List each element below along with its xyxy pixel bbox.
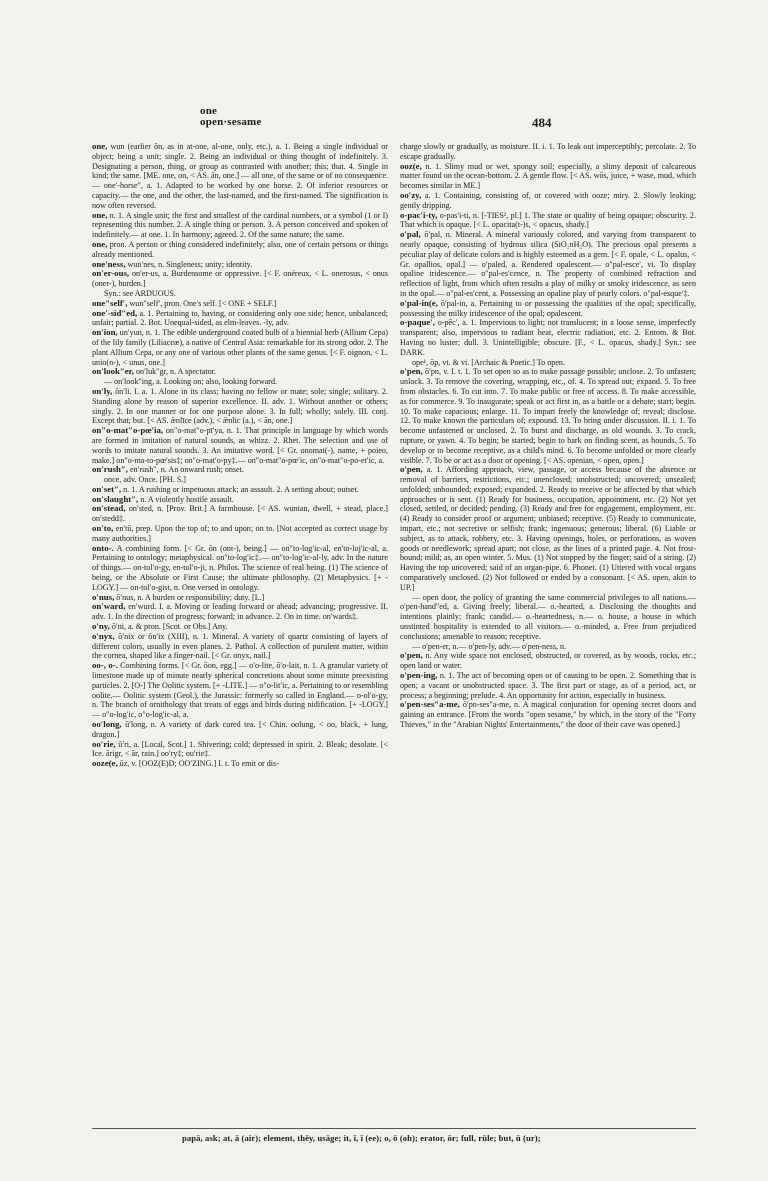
entry-headword: one′-sid″ed, [92, 307, 138, 318]
entry-definition: wun′nes, n. Singleness; unity; identity. [125, 259, 253, 269]
dictionary-entry [400, 671, 696, 700]
dictionary-entry [92, 309, 388, 329]
entry-definition: ō′pal, n. Mineral. A mineral variously colored, and varying from transparent to nearly opaque, consisting of hydrous silica (SiO₂nH₂O). The precious opal presents a peculiar play of delicate colors and is highly esteemed as a gem. [< F. opale, < L. opalus, < Gr. opallios, opal.] — o′paled, a. Rendered opalescent.— o″pal-esce′, vi. To display opaline iridescence.— o″pal-es′cence, n. The property of combined refraction and reflection of light, from which often results a play of milky or smoky iridescence, as seen in the opal.— o″pal-es′cent, a. Possessing an opaline play of pearly colors. o″pal-esque′‡. [400, 230, 696, 298]
entry-definition: a. 1. Containing, consisting of, or covered with ooze; miry. 2. Slowly leaking; gently dripping. [400, 190, 696, 210]
entry-definition: en′tū, prep. Upon the top of; to and upon; on to. [Not accepted as correct usage by many authorities.] [92, 524, 388, 543]
entry-definition: ō′nix or ōn′ix (XIII), n. 1. Mineral. A variety of quartz consisting of layers of different colors, usually in even planes. 2. Pathol. A collection of purulent matter, within the cornea, shaped like a finger-nail. [< Gr. onyx, nail.] [92, 631, 388, 661]
entry-headword: o-paque′, [400, 317, 435, 328]
dictionary-entry [400, 211, 696, 231]
entry-definition: charge slowly or gradually, as moisture. II. i. 1. To leak out imperceptibly; percolate. 2. To escape gradually. [400, 142, 696, 161]
entry-definition: a. 1. Affording approach, view, passage, or access because of the absence or removal of barriers, restrictions, etc.; unenclosed; unobstructed; uncovered; unsealed; unfolded; unbounded; exposed; expanded. 2. Ready to receive or be affected by that which approaches or is sent. (1) Ready for business, occupation, appointment, etc. (2) Not yet closed, settled, or decided; pending. (3) Ready and free for engagement, employment, etc. (4) Ready to consider proof or argument; unbiased; receptive. (5) Ready to communicate, impart, etc.; not secretive or selfish; frank; ingenuous; generous; liberal. (6) Liable or subject, as to attack, robbery, etc. 3. Having openings, holes, or perforations, as woven goods or needlework; spread apart; not close, as the lines of a printed page. 4. Not frost-bound; mild; as, an open winter. 5. Mus. (1) Not stopped by the finger; said of a string. (2) Having the top uncovered; said of an organ-pipe. 6. Phonet. (1) Uttered with vocal organs comparatively unclosed. (2) Not followed or ended by a consonant. [< AS. open, akin to UP.] [400, 465, 696, 592]
entry-definition: n. 1. The act of becoming open or of causing to be open. 2. Something that is open; a vacant or unobstructed space. 3. The first part or stage, as of a period, act, or process; a beginning; prelude. 4. An opportunity for action, especially in business. [400, 671, 696, 700]
dictionary-entry [92, 387, 388, 426]
entry-headword: ooz(e, [400, 160, 422, 171]
entry-definition: — o′pen-er, n.— o′pen-ly, adv.— o′pen-ness, n. [412, 641, 567, 651]
dictionary-entry [92, 759, 388, 769]
entry-headword: on′er-ous, [92, 268, 130, 279]
entry-headword: o′pen, [400, 650, 423, 661]
entry-headword: on′stead, [92, 503, 126, 514]
entry-definition: ūz, v. [OOZ(E)D; OO′ZING.] I. t. To emit or dis- [117, 759, 279, 769]
dictionary-entry [92, 426, 388, 465]
entry-definition: on′sted, n. [Prov. Brit.] A farmhouse. [< AS. wunian, dwell, + stead, place.] on′stedd‡. [92, 504, 388, 524]
entry-headword: o′pal, [400, 229, 421, 240]
entry-headword: one, [92, 209, 108, 220]
entry-definition: n. Any wide space not enclosed, obstructed, or covered, as by woods, rocks, etc.; open land or water. [400, 651, 696, 671]
dictionary-entry [92, 260, 388, 270]
dictionary-entry [92, 377, 388, 387]
guide-word-bottom: open·sesame [200, 116, 262, 128]
entry-headword: o′pen-ses″a-me, [400, 699, 460, 710]
entry-definition: ō′nus, n. A burden or responsibility; duty. [L.] [114, 592, 265, 602]
entry-definition: — open door, the policy of granting the same commercial privileges to all nations.— o′pen-hand″ed, a. Giving freely; liberal.— o.-hearted, a. Disclosing the thoughts and intentions plainly; frank; candid.— o.-heartedness, n.— o. house, a house in which unstinted hospitality is extended to all visitors.— o.-minded, a. Free from prejudiced conclusions; amenable to reason; receptive. [400, 592, 696, 641]
entry-headword: oo′zy, [400, 189, 422, 200]
entry-headword: ooze(e, [92, 758, 118, 769]
page-number: 484 [532, 115, 552, 130]
entry-definition: once, adv. Once. [PH. S.] [104, 475, 186, 485]
dictionary-entry [400, 162, 696, 191]
entry-definition: ō′pn-ses″a-me, n. A magical conjuration for opening secret doors and gaining an entrance. [From the words "open sesame," by which, in the story of the "Forty Thieves," in the "Arabian Nights' Entertainments," the door of their cave was opened.] [400, 700, 696, 730]
guide-word-top: one [200, 105, 218, 117]
dictionary-entry [400, 651, 696, 671]
dictionary-entry [400, 700, 696, 729]
entry-headword: one′ness, [92, 258, 126, 269]
dictionary-entry [400, 142, 696, 162]
dictionary-entry [92, 740, 388, 760]
entry-definition: Combining forms. [< Gr. ōon, egg.] — o′o-lite, ō′o-lait, n. 1. A granular variety of limestone made up of minute nearly spherical concretions about some minute preexisting particles. 2. [O-] The Oolitic system. [+ -LITE.] — o″o-lit′ic, a. Pertaining to or resembling oolite.— Oolitic system (Geol.), the Jurassic: formerly so called in England.— o-ol′o-gy, n. The branch of ornithology that treats of eggs and birds during nidification. [+ -LOGY.] — o″o-log′ic, o″o-log′ic-al, a. [92, 661, 388, 720]
dictionary-entry [92, 269, 388, 289]
entry-definition: en′rush″, n. An onward rush; onset. [127, 465, 244, 475]
entry-headword: onto-. [92, 542, 114, 553]
entry-headword: o′pen-ing, [400, 670, 438, 681]
entry-definition: ū′long, n. A variety of dark cured tea. [< Chin. oolung, < oo, black, + lung, dragon.] [92, 720, 388, 739]
dictionary-entry [400, 367, 696, 465]
entry-definition: n. 1. Slimy mud or wet, spongy soil; especially, a slimy deposit of calcareous matter found on the ocean-bottom. 2. A gentle flow. [< AS. wōs, juice, + wase, mud, which becomes similar in ME.] [400, 161, 696, 191]
entry-definition: a. 1. Pertaining to, having, or considering only one side; hence, unbalanced; unfair; partial. 2. Bot. Unequal-sided, as elm-leaves. -ly, adv. [92, 308, 388, 328]
dictionary-entry [92, 602, 388, 622]
entry-headword: on′ly, [92, 385, 113, 396]
entry-definition: A combining form. [< Gr. ōn (ont-), being.] — on″to-log′ic-al, en′to-loj′ic-al, a. Pertaining to ontology; metaphysical. on″to-log′ic‡.— on″to-log′ic-al-ly, adv. In the nature of things.— on-tol′o-gy, en-tol′o-ji, n. Philos. The science of real being. (1) The science of being, or the Absolute or First Cause; the ultimate philosophy. (2) Metaphysics. [+ -LOGY.] — on-tol′o-gist, n. One versed in ontology. [92, 543, 388, 592]
entry-headword: o′pen, [400, 464, 423, 475]
dictionary-entry [400, 465, 696, 592]
entry-headword: one, [92, 238, 108, 249]
entry-definition: o-pēc′, a. 1. Impervious to light; not translucent; in a loose sense, imperfectly transparent; also, impervious to radiant heat, electric radiation, etc. 2. Entom. & Bot. Having no luster; dull. 3. Unintelligible; obscure. [F., < L. opacus, shady.] Syn.: see DARK. [400, 318, 696, 357]
entry-headword: o′nus, [92, 591, 115, 602]
entry-definition: on′er-us, a. Burdensome or oppressive. [< F. onéreux, < L. onerosus, < onus (oner-), burden.] [92, 269, 388, 289]
entry-headword: on″o-mat″o-pœ′ia, [92, 425, 164, 436]
dictionary-entry [92, 328, 388, 367]
dictionary-entry [92, 524, 388, 544]
entry-definition: n. A violently hostile assault. [138, 494, 234, 504]
entry-definition: n. 1. A rushing or impetuous attack; an assault. 2. A setting about; outset. [121, 484, 359, 494]
entry-headword: on′look″er, [92, 366, 134, 377]
dictionary-entry [92, 720, 388, 740]
entry-headword: on′ward, [92, 601, 126, 612]
dictionary-entry [92, 289, 388, 299]
entry-definition: on″o-mat″o-pī′ya, n. 1. That principle in language by which words are formed in imitation of natural sounds, as whizz. 2. Rhet. The selection and use of words to imitate natural sounds. 3. An imitative word. [< Gr. onomat(-), name, + poieo, make.] on″o-ma-to-pœ′sis‡; on″o-mat′o-py‡.— on″o-mat″o-pœ′ic, on″o-mat″o-po-et′ic, a. [92, 426, 388, 465]
entry-definition: wun (earlier ōn, as in at-one, al-one, only, etc.), a. 1. Being a single individual or object; being a unit; single. 2. Being an individual or thing thought of indefinitely. 3. Designating a person, thing, or group as contrasted with another; this; that. 4. Single in kind; the same. [ME. one, on, < AS. ān, one.] — all one, of the same or of no consequence.— one′-horse″, a. 1. Adapted to be worked by one horse. 2. Of inferior resources or capacity.— the one, and the other, the last-named, and the first-named. The signification is now often reversed. [92, 142, 388, 210]
entry-headword: oo′long, [92, 719, 122, 730]
dictionary-entry [400, 318, 696, 357]
entry-definition: pron. A person or thing considered indefinitely; also, one of certain persons or things already mentioned. [92, 239, 388, 259]
entry-headword: on′ion, [92, 327, 118, 338]
dictionary-entry [400, 230, 696, 299]
entry-headword: o-pac′i-ty, [400, 209, 438, 220]
entry-headword: oo-, o-. [92, 660, 118, 671]
entry-definition: ō′pal-in, a. Pertaining to or possessing the qualities of the opal; specifically, possessing the milky iridescence of the opal; opalescent. [400, 298, 696, 318]
entry-headword: o′nyx, [92, 630, 115, 641]
dictionary-entry [92, 661, 388, 720]
entry-definition: Syn.: see ARDUOUS. [104, 288, 176, 298]
entry-definition: n. 1. A single unit; the first and smallest of the cardinal numbers, or a symbol (1 or I) representing this number. 2. A single thing or person. 3. A person conceived and spoken of indefinitely.— at one. 1. In harmony; agreed. 2. Of the same nature; the same. [92, 210, 388, 240]
pronunciation-key: papā, ask; at, ā (air); element, thēy, usāge; it, ī, ī (ee); o, ō (oh); erator, ōr; full, rūle; but, ū (ur); [182, 1133, 541, 1143]
dictionary-entry [92, 622, 388, 632]
entry-definition: ō′ni, a. & pron. [Scot. or Obs.] Any. [109, 622, 228, 632]
left-column [92, 142, 388, 769]
right-column [400, 142, 696, 730]
dictionary-entry [92, 495, 388, 505]
dictionary-entry [400, 358, 696, 368]
dictionary-entry [92, 240, 388, 260]
entry-headword: on′slaught″, [92, 493, 139, 504]
dictionary-entry [92, 142, 388, 211]
dictionary-entry [92, 593, 388, 603]
entry-headword: o′ny, [92, 621, 110, 632]
entry-headword: o′pen, [400, 366, 423, 377]
entry-definition: wun″self′, pron. One's self. [< ONE + SELF.] [127, 298, 277, 308]
entry-definition: ō′pn, v. I. t. 1. To set open so as to make passage possible; unclose. 2. To unfasten; unlock. 3. To remove the covering, wrapping, etc., of. 4. To spread out; expand. 5. To free from obstacles. 6. To cut into. 7. To make public or free of access. 8. To make accessible, as for commerce. 9. To inaugurate; speak or act first in, as a battle or a debate; start; begin. 10. To make capacious; enlarge. 11. To impart freely the knowledge of; reveal; disclose. 12. To make known the particulars of; expound. 13. To bring under discussion. II. i. 1. To become unfastened or unclosed. 2. To burst and discharge, as old wounds. 3. To crack, rupture, or yawn. 4. To begin; be started; begin to bark on finding scent, as hounds. 5. To develop or to become receptive, as a child's mind. 6. To become unfolded or more clearly visible. 7. To be or act as a door or opening. [< AS. openian, < open, open.] [400, 367, 696, 465]
entry-definition: un′yun, n. 1. The edible underground coated bulb of a biennial herb (Allium Cepa) of the lily family (Liliaceæ), a native of Central Asia: remarkable for its strong odor. 2. The plant Allium Cepa, or any one of various other plants of the same genus. [< F. oignon, < L. unio(n-), < unus, one.] [92, 328, 388, 367]
dictionary-entry [92, 475, 388, 485]
entry-definition: on′luk″gr, n. A spectator. [133, 367, 216, 377]
guide-words [200, 106, 261, 128]
entry-headword: on′to, [92, 523, 114, 534]
dictionary-entry [400, 299, 696, 319]
entry-headword: on′rush″, [92, 464, 128, 475]
footer-rule [92, 1128, 696, 1129]
dictionary-entry [92, 632, 388, 661]
dictionary-entry [92, 544, 388, 593]
dictionary-entry [400, 191, 696, 211]
entry-definition: en′wurd. I. a. Moving or leading forward or ahead; advancing; progressive. II. adv. 1. In the direction of progress; forward; in advance. 2. On in time. on′wards‡. [92, 602, 388, 622]
dictionary-entry [92, 211, 388, 240]
entry-definition: ū′ri, a. [Local, Scot.] 1. Shivering; cold; depressed in spirit. 2. Bleak; desolate. [< Ice. ārigr, < ār, rain.] oo′ry‡; ou′rie‡. [92, 739, 388, 759]
entry-definition: — on′look″ing, a. Looking on; also, looking forward. [104, 377, 278, 387]
entry-definition: ope¹, ōp, vt. & vi. [Archaic & Poetic.] To open. [412, 357, 565, 367]
dictionary-entry [92, 465, 388, 475]
entry-headword: o′pal-in(e, [400, 297, 438, 308]
entry-headword: on′set″, [92, 483, 122, 494]
dictionary-entry [400, 642, 696, 652]
entry-headword: one, [92, 141, 108, 151]
dictionary-entry [92, 504, 388, 524]
entry-definition: ōn′li. I. a. 1. Alone in its class; having no fellow or mate; sole; single; solitary. 2. Standing alone by reason of superior excellence. II. adv. 1. Without another or others; singly. 2. In one manner or for one purpose alone. 3. In full; wholly; solely. III. conj. Except that; but. [< AS. ǣnlīce (adv.), < ǣnlic (a.), < ān, one.] [92, 386, 388, 426]
dictionary-entry [400, 593, 696, 642]
dictionary-entry [92, 367, 388, 377]
entry-headword: oo′rie, [92, 738, 116, 749]
entry-definition: o-pas′i-ti, n. [-TIES², pl.] 1. The state or quality of being opaque; obscurity. 2. That which is opaque. [< L. opacita(t-)s, < opacus, shady.] [400, 210, 696, 230]
entry-headword: one″self′, [92, 297, 128, 308]
